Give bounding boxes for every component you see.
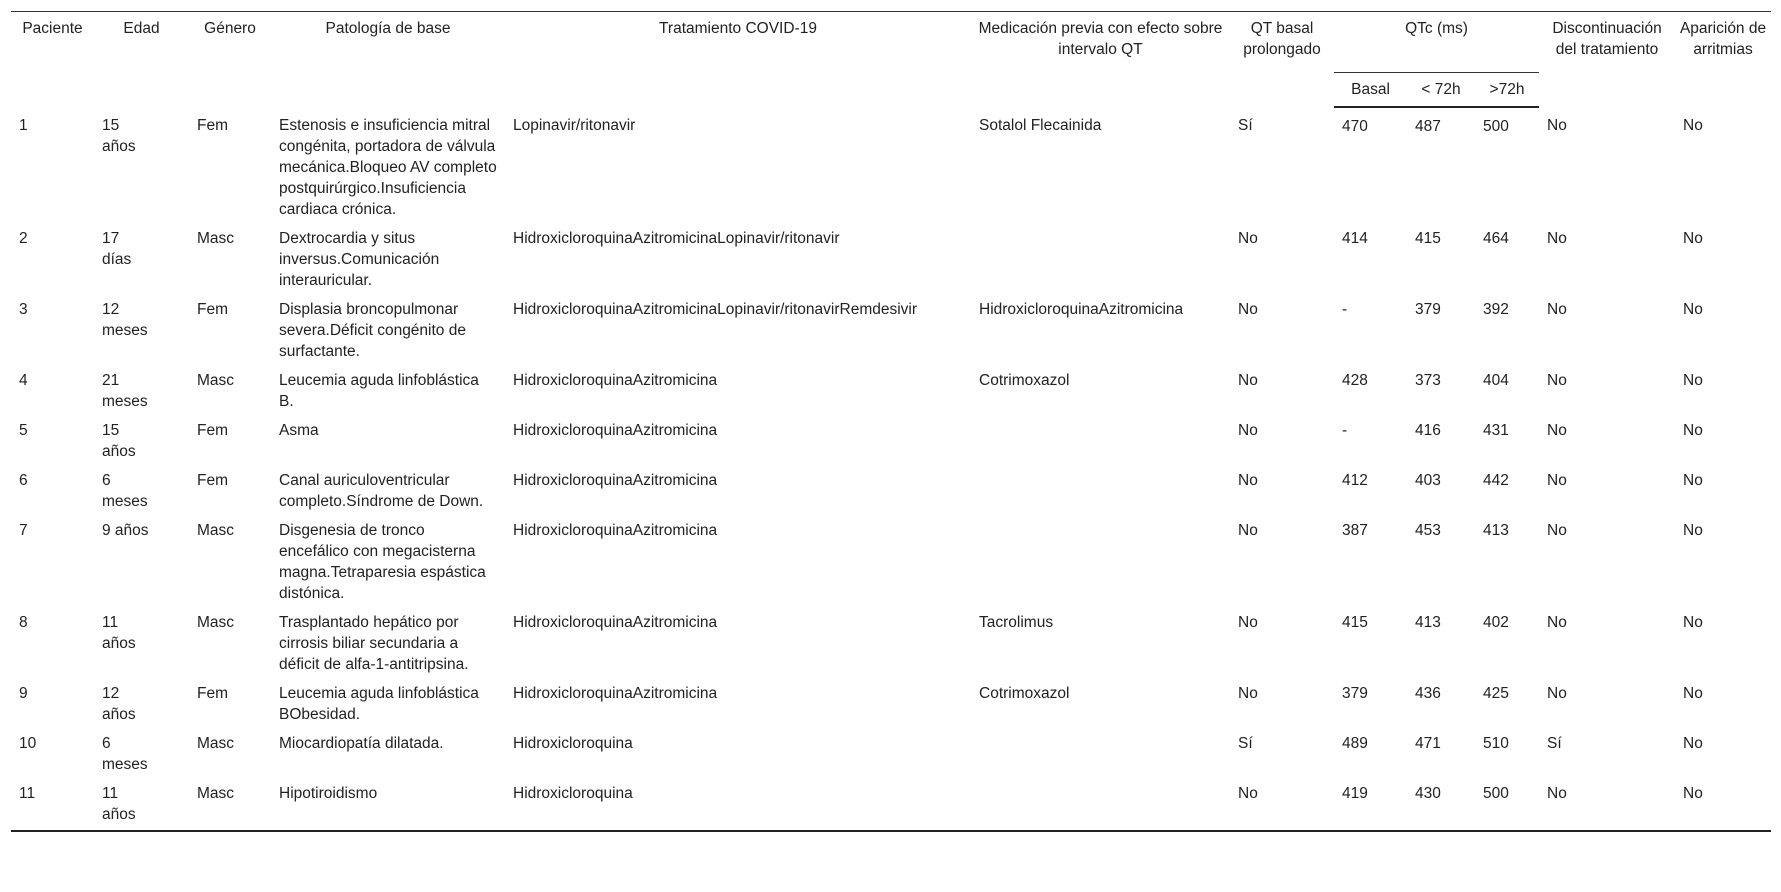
cell-qt-basal: No: [1238, 372, 1258, 389]
cell-edad: 9 años: [102, 522, 149, 539]
cell-edad: 15 años: [102, 422, 136, 460]
cell-tratamiento: HidroxicloroquinaAzitromicinaLopinavir/ritonavir: [513, 230, 840, 247]
cell-tratamiento: HidroxicloroquinaAzitromicina: [513, 522, 718, 539]
cell-medicacion: Sotalol Flecainida: [979, 117, 1102, 134]
table-row: [11, 220, 1771, 291]
cell-qtc-lt72: 436: [1415, 685, 1441, 702]
cell-qtc-gt72: 510: [1483, 735, 1509, 752]
cell-arritmias: No: [1683, 472, 1703, 489]
cell-qt-basal: No: [1238, 472, 1258, 489]
cell-discontinuacion: No: [1539, 775, 1675, 831]
cell-discontinuacion: No: [1547, 301, 1567, 318]
cell-edad: 11 años: [94, 775, 189, 831]
cell-genero: Masc: [197, 372, 235, 389]
cell-genero: Fem: [197, 301, 228, 318]
cell-paciente: 2: [19, 230, 28, 247]
cell-paciente: 6: [19, 472, 28, 489]
cell-tratamiento: HidroxicloroquinaAzitromicina: [513, 472, 718, 489]
cell-qtc-lt72: 373: [1415, 372, 1441, 389]
cell-patologia: Miocardiopatía dilatada.: [279, 735, 444, 752]
cell-qtc-basal: 379: [1342, 685, 1368, 702]
cell-qt-basal: No: [1230, 775, 1334, 831]
header-discontinuacion: Discontinuación del tratamiento: [1539, 12, 1675, 108]
cell-qtc-basal: 414: [1342, 230, 1368, 247]
cell-genero: Fem: [197, 422, 228, 439]
cell-genero: Masc: [197, 522, 235, 539]
cell-qt-basal: No: [1238, 614, 1258, 631]
cell-discontinuacion: No: [1547, 372, 1567, 389]
cell-qtc-lt72: 453: [1415, 522, 1441, 539]
header-qtc-lt72: < 72h: [1407, 73, 1475, 108]
cell-paciente: 5: [19, 422, 28, 439]
cell-tratamiento: HidroxicloroquinaAzitromicina: [513, 422, 718, 439]
cell-qt-basal: Sí: [1238, 735, 1253, 752]
cell-arritmias: No: [1675, 775, 1771, 831]
header-row-main: [11, 12, 1771, 73]
cell-qtc-lt72: 415: [1415, 230, 1441, 247]
cell-qtc-lt72: 416: [1415, 422, 1441, 439]
cell-tratamiento: HidroxicloroquinaAzitromicina: [513, 614, 718, 631]
cell-medicacion: [971, 412, 1230, 462]
header-arritmias: Aparición de arritmias: [1675, 12, 1771, 108]
header-qtc-gt72: >72h: [1475, 73, 1539, 108]
cell-qtc-basal: 412: [1342, 472, 1368, 489]
header-edad: Edad: [94, 12, 189, 108]
cell-qt-basal: Sí: [1238, 117, 1253, 134]
cell-qtc-gt72: 392: [1483, 301, 1509, 318]
cell-qtc-gt72: 442: [1483, 472, 1509, 489]
cell-tratamiento: Hidroxicloroquina: [505, 775, 971, 831]
cell-qt-basal: No: [1238, 422, 1258, 439]
cell-tratamiento: HidroxicloroquinaAzitromicina: [513, 685, 718, 702]
cell-edad: 6 meses: [102, 735, 148, 773]
cell-arritmias: No: [1683, 685, 1703, 702]
cell-patologia: Dextrocardia y situs inversus.Comunicación interauricular.: [279, 230, 440, 289]
cell-arritmias: No: [1683, 422, 1703, 439]
cell-qtc-basal: 489: [1342, 735, 1368, 752]
cell-qtc-gt72: 500: [1475, 775, 1539, 831]
table-row: [11, 107, 1771, 220]
cell-genero: Masc: [197, 230, 235, 247]
cell-medicacion: [971, 462, 1230, 512]
cell-tratamiento: Hidroxicloroquina: [513, 735, 633, 752]
cell-medicacion: HidroxicloroquinaAzitromicina: [979, 301, 1184, 318]
cell-medicacion: [971, 512, 1230, 604]
cell-discontinuacion: No: [1547, 117, 1567, 134]
cell-qtc-gt72: 425: [1483, 685, 1509, 702]
cell-qtc-lt72: 403: [1415, 472, 1441, 489]
cell-paciente: 11: [11, 775, 94, 831]
header-paciente: Paciente: [11, 12, 94, 108]
cell-qtc-lt72: 471: [1415, 735, 1441, 752]
cell-patologia: Trasplantado hepático por cirrosis biliar secundaria a déficit de alfa-1-antitripsina.: [279, 614, 469, 673]
table-body: [11, 107, 1771, 831]
cell-patologia: Estenosis e insuficiencia mitral congénita, portadora de válvula mecánica.Bloqueo AV completo postquirúrgico.Insuficiencia cardiaca crónica.: [279, 117, 497, 218]
cell-edad: 12 años: [102, 685, 136, 723]
cell-arritmias: No: [1683, 117, 1703, 134]
cell-qtc-gt72: 431: [1483, 422, 1509, 439]
cell-qtc-basal: 470: [1342, 118, 1368, 135]
cell-paciente: 10: [19, 735, 37, 752]
cell-qtc-gt72: 402: [1483, 614, 1509, 631]
cell-qtc-gt72: 413: [1483, 522, 1509, 539]
cell-paciente: 9: [19, 685, 28, 702]
cell-arritmias: No: [1683, 372, 1703, 389]
cell-arritmias: No: [1683, 735, 1703, 752]
cell-genero: Masc: [189, 775, 271, 831]
cell-qtc-gt72: 464: [1483, 230, 1509, 247]
cell-qtc-basal: 387: [1342, 522, 1368, 539]
table-row: [11, 775, 1771, 831]
cell-edad: 17 días: [102, 230, 132, 268]
table-row: [11, 291, 1771, 362]
cell-discontinuacion: No: [1547, 614, 1567, 631]
table-row: [11, 462, 1771, 512]
cell-discontinuacion: Sí: [1547, 735, 1562, 752]
cell-qtc-basal: -: [1342, 301, 1348, 318]
table-row: [11, 675, 1771, 725]
cell-patologia: Disgenesia de tronco encefálico con megacisterna magna.Tetraparesia espástica distónica.: [279, 522, 486, 602]
cell-tratamiento: HidroxicloroquinaAzitromicina: [513, 372, 718, 389]
cell-discontinuacion: No: [1547, 422, 1567, 439]
header-qtc-basal: Basal: [1334, 73, 1407, 108]
cell-qtc-gt72: 500: [1483, 118, 1509, 135]
table-row: [11, 362, 1771, 412]
header-patologia: Patología de base: [271, 12, 505, 108]
cell-qtc-lt72: 430: [1407, 775, 1475, 831]
cell-paciente: 1: [19, 117, 28, 134]
header-qt-basal: QT basal prolongado: [1230, 12, 1334, 108]
cell-paciente: 4: [19, 372, 28, 389]
cell-qtc-gt72: 404: [1483, 372, 1509, 389]
cell-medicacion: [971, 775, 1230, 831]
cell-qt-basal: No: [1238, 230, 1258, 247]
cell-medicacion: [971, 725, 1230, 775]
cell-tratamiento: HidroxicloroquinaAzitromicinaLopinavir/ritonavirRemdesivir: [513, 301, 918, 318]
cell-qtc-basal: 415: [1342, 614, 1368, 631]
cell-edad: 11 años: [102, 614, 136, 652]
cell-discontinuacion: No: [1547, 685, 1567, 702]
cell-qtc-basal: 428: [1342, 372, 1368, 389]
header-qtc: QTc (ms): [1334, 12, 1539, 73]
cell-paciente: 8: [19, 614, 28, 631]
cell-edad: 12 meses: [102, 301, 148, 339]
cell-genero: Fem: [197, 472, 228, 489]
cell-discontinuacion: No: [1547, 522, 1567, 539]
table-container: [11, 11, 1771, 832]
cell-edad: 21 meses: [102, 372, 148, 410]
table-row: [11, 412, 1771, 462]
cell-paciente: 3: [19, 301, 28, 318]
cell-arritmias: No: [1683, 301, 1703, 318]
cell-discontinuacion: No: [1547, 472, 1567, 489]
cell-patologia: Hipotiroidismo: [271, 775, 505, 831]
cell-arritmias: No: [1683, 522, 1703, 539]
cell-patologia: Leucemia aguda linfoblástica B.: [279, 372, 479, 410]
cell-medicacion: Cotrimoxazol: [979, 685, 1070, 702]
table-header: [11, 12, 1771, 108]
cell-arritmias: No: [1683, 230, 1703, 247]
cell-genero: Fem: [197, 685, 228, 702]
cell-patologia: Asma: [279, 422, 319, 439]
cell-medicacion: Cotrimoxazol: [979, 372, 1070, 389]
cell-patologia: Displasia broncopulmonar severa.Déficit congénito de surfactante.: [279, 301, 466, 360]
cell-patologia: Leucemia aguda linfoblástica BObesidad.: [279, 685, 479, 723]
cell-genero: Fem: [197, 117, 228, 134]
cell-arritmias: No: [1683, 614, 1703, 631]
table-row: [11, 512, 1771, 604]
header-medicacion: Medicación previa con efecto sobre intervalo QT: [971, 12, 1230, 108]
cell-paciente: 7: [19, 522, 28, 539]
cell-qt-basal: No: [1238, 301, 1258, 318]
cell-medicacion: [971, 220, 1230, 291]
cell-edad: 6 meses: [102, 472, 148, 510]
cell-medicacion: Tacrolimus: [979, 614, 1054, 631]
cell-qt-basal: No: [1238, 685, 1258, 702]
table-row: [11, 725, 1771, 775]
cell-qtc-lt72: 487: [1415, 118, 1441, 135]
cell-patologia: Canal auriculoventricular completo.Síndrome de Down.: [279, 472, 484, 510]
cell-qtc-basal: -: [1342, 422, 1348, 439]
cell-discontinuacion: No: [1547, 230, 1567, 247]
header-genero: Género: [189, 12, 271, 108]
cell-edad: 15 años: [102, 117, 136, 155]
cell-qtc-basal: 419: [1334, 775, 1407, 831]
cell-genero: Masc: [197, 735, 235, 752]
patients-qt-table: [11, 11, 1771, 832]
cell-genero: Masc: [197, 614, 235, 631]
header-tratamiento: Tratamiento COVID-19: [505, 12, 971, 108]
cell-qtc-lt72: 379: [1415, 301, 1441, 318]
table-row: [11, 604, 1771, 675]
cell-qt-basal: No: [1238, 522, 1258, 539]
cell-qtc-lt72: 413: [1415, 614, 1441, 631]
cell-tratamiento: Lopinavir/ritonavir: [513, 117, 636, 134]
